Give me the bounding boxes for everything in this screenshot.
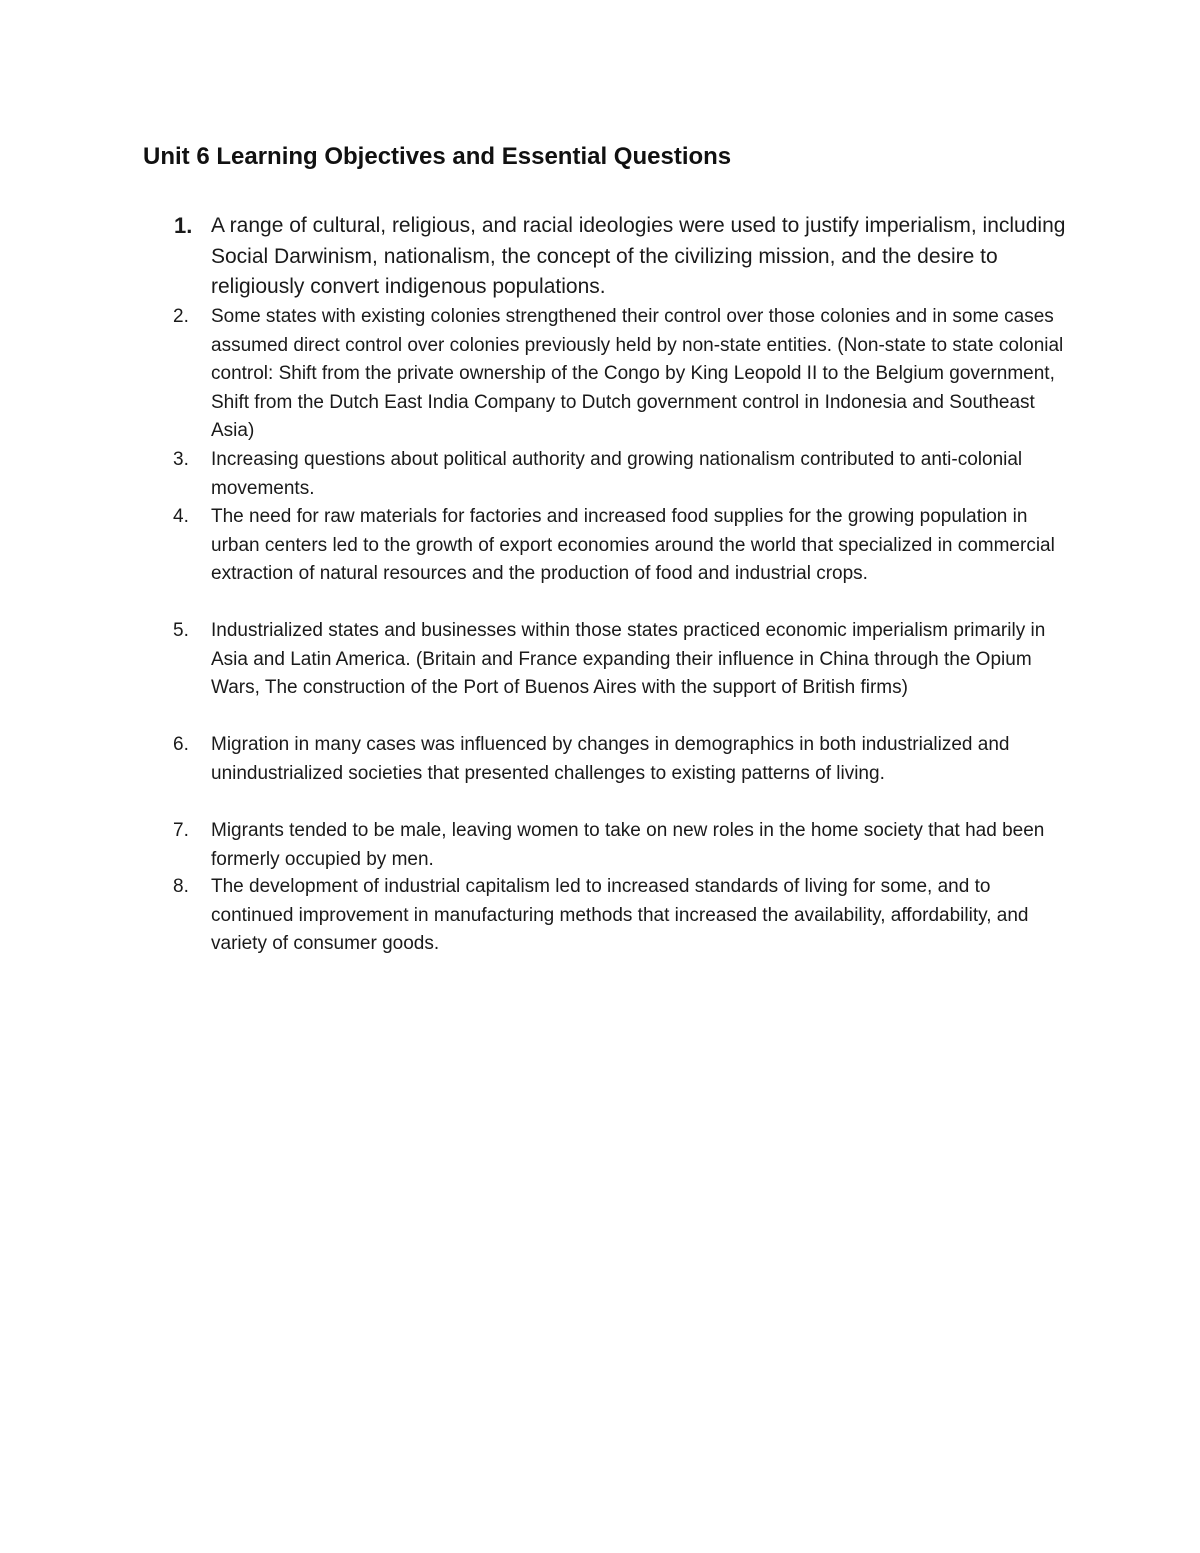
list-item-number: 3. <box>173 449 189 470</box>
list-item-text: Industrialized states and businesses within those states practiced economic imperialism primarily in Asia and Latin America. (Britain and France expanding their influence in China through the Opium Wars, The construction of the Port of Buenos Aires with the support of British firms) <box>211 620 1046 699</box>
list-item-number: 7. <box>173 820 189 841</box>
list-item <box>173 617 1071 703</box>
list-item-text: Some states with existing colonies strengthened their control over those colonies and in some cases assumed direct control over colonies previously held by non-state entities. (Non-state to state colonial control: Shift from the private ownership of the Congo by King Leopold II to the Belgium government, Shift from the Dutch East India Company to Dutch government control in Indonesia and Southeast Asia) <box>211 306 1064 442</box>
list-item <box>174 211 1071 303</box>
list-item <box>173 303 1071 446</box>
list-item <box>173 446 1071 503</box>
list-item-number: 6. <box>173 734 189 755</box>
list-item-number: 4. <box>173 506 189 527</box>
list-item-text: The development of industrial capitalism led to increased standards of living for some, and to continued improvement in manufacturing methods that increased the availability, affordability, and variety of consumer goods. <box>211 876 1029 955</box>
list-item-text: A range of cultural, religious, and racial ideologies were used to justify imperialism, including Social Darwinism, nationalism, the concept of the civilizing mission, and the desire to religiously convert indigenous populations. <box>211 214 1066 298</box>
list-item <box>173 503 1071 589</box>
page-title: Unit 6 Learning Objectives and Essential Questions <box>143 143 732 170</box>
list-item-text: The need for raw materials for factories and increased food supplies for the growing population in urban centers led to the growth of export economies around the world that specialized in commercial extraction of natural resources and the production of food and industrial crops. <box>211 506 1055 585</box>
list-item-text: Migration in many cases was influenced by changes in demographics in both industrialized and unindustrialized societies that presented challenges to existing patterns of living. <box>211 734 1010 784</box>
list-item-text: Migrants tended to be male, leaving women to take on new roles in the home society that had been formerly occupied by men. <box>211 820 1045 870</box>
list-item-text: Increasing questions about political authority and growing nationalism contributed to anti-colonial movements. <box>211 449 1023 499</box>
list-item-number: 2. <box>173 306 189 327</box>
list-item-number: 1. <box>174 213 193 238</box>
list-item-number: 8. <box>173 876 189 897</box>
list-item <box>173 731 1071 788</box>
list-item-number: 5. <box>173 620 189 641</box>
list-item <box>173 873 1071 959</box>
list-item <box>173 817 1071 874</box>
